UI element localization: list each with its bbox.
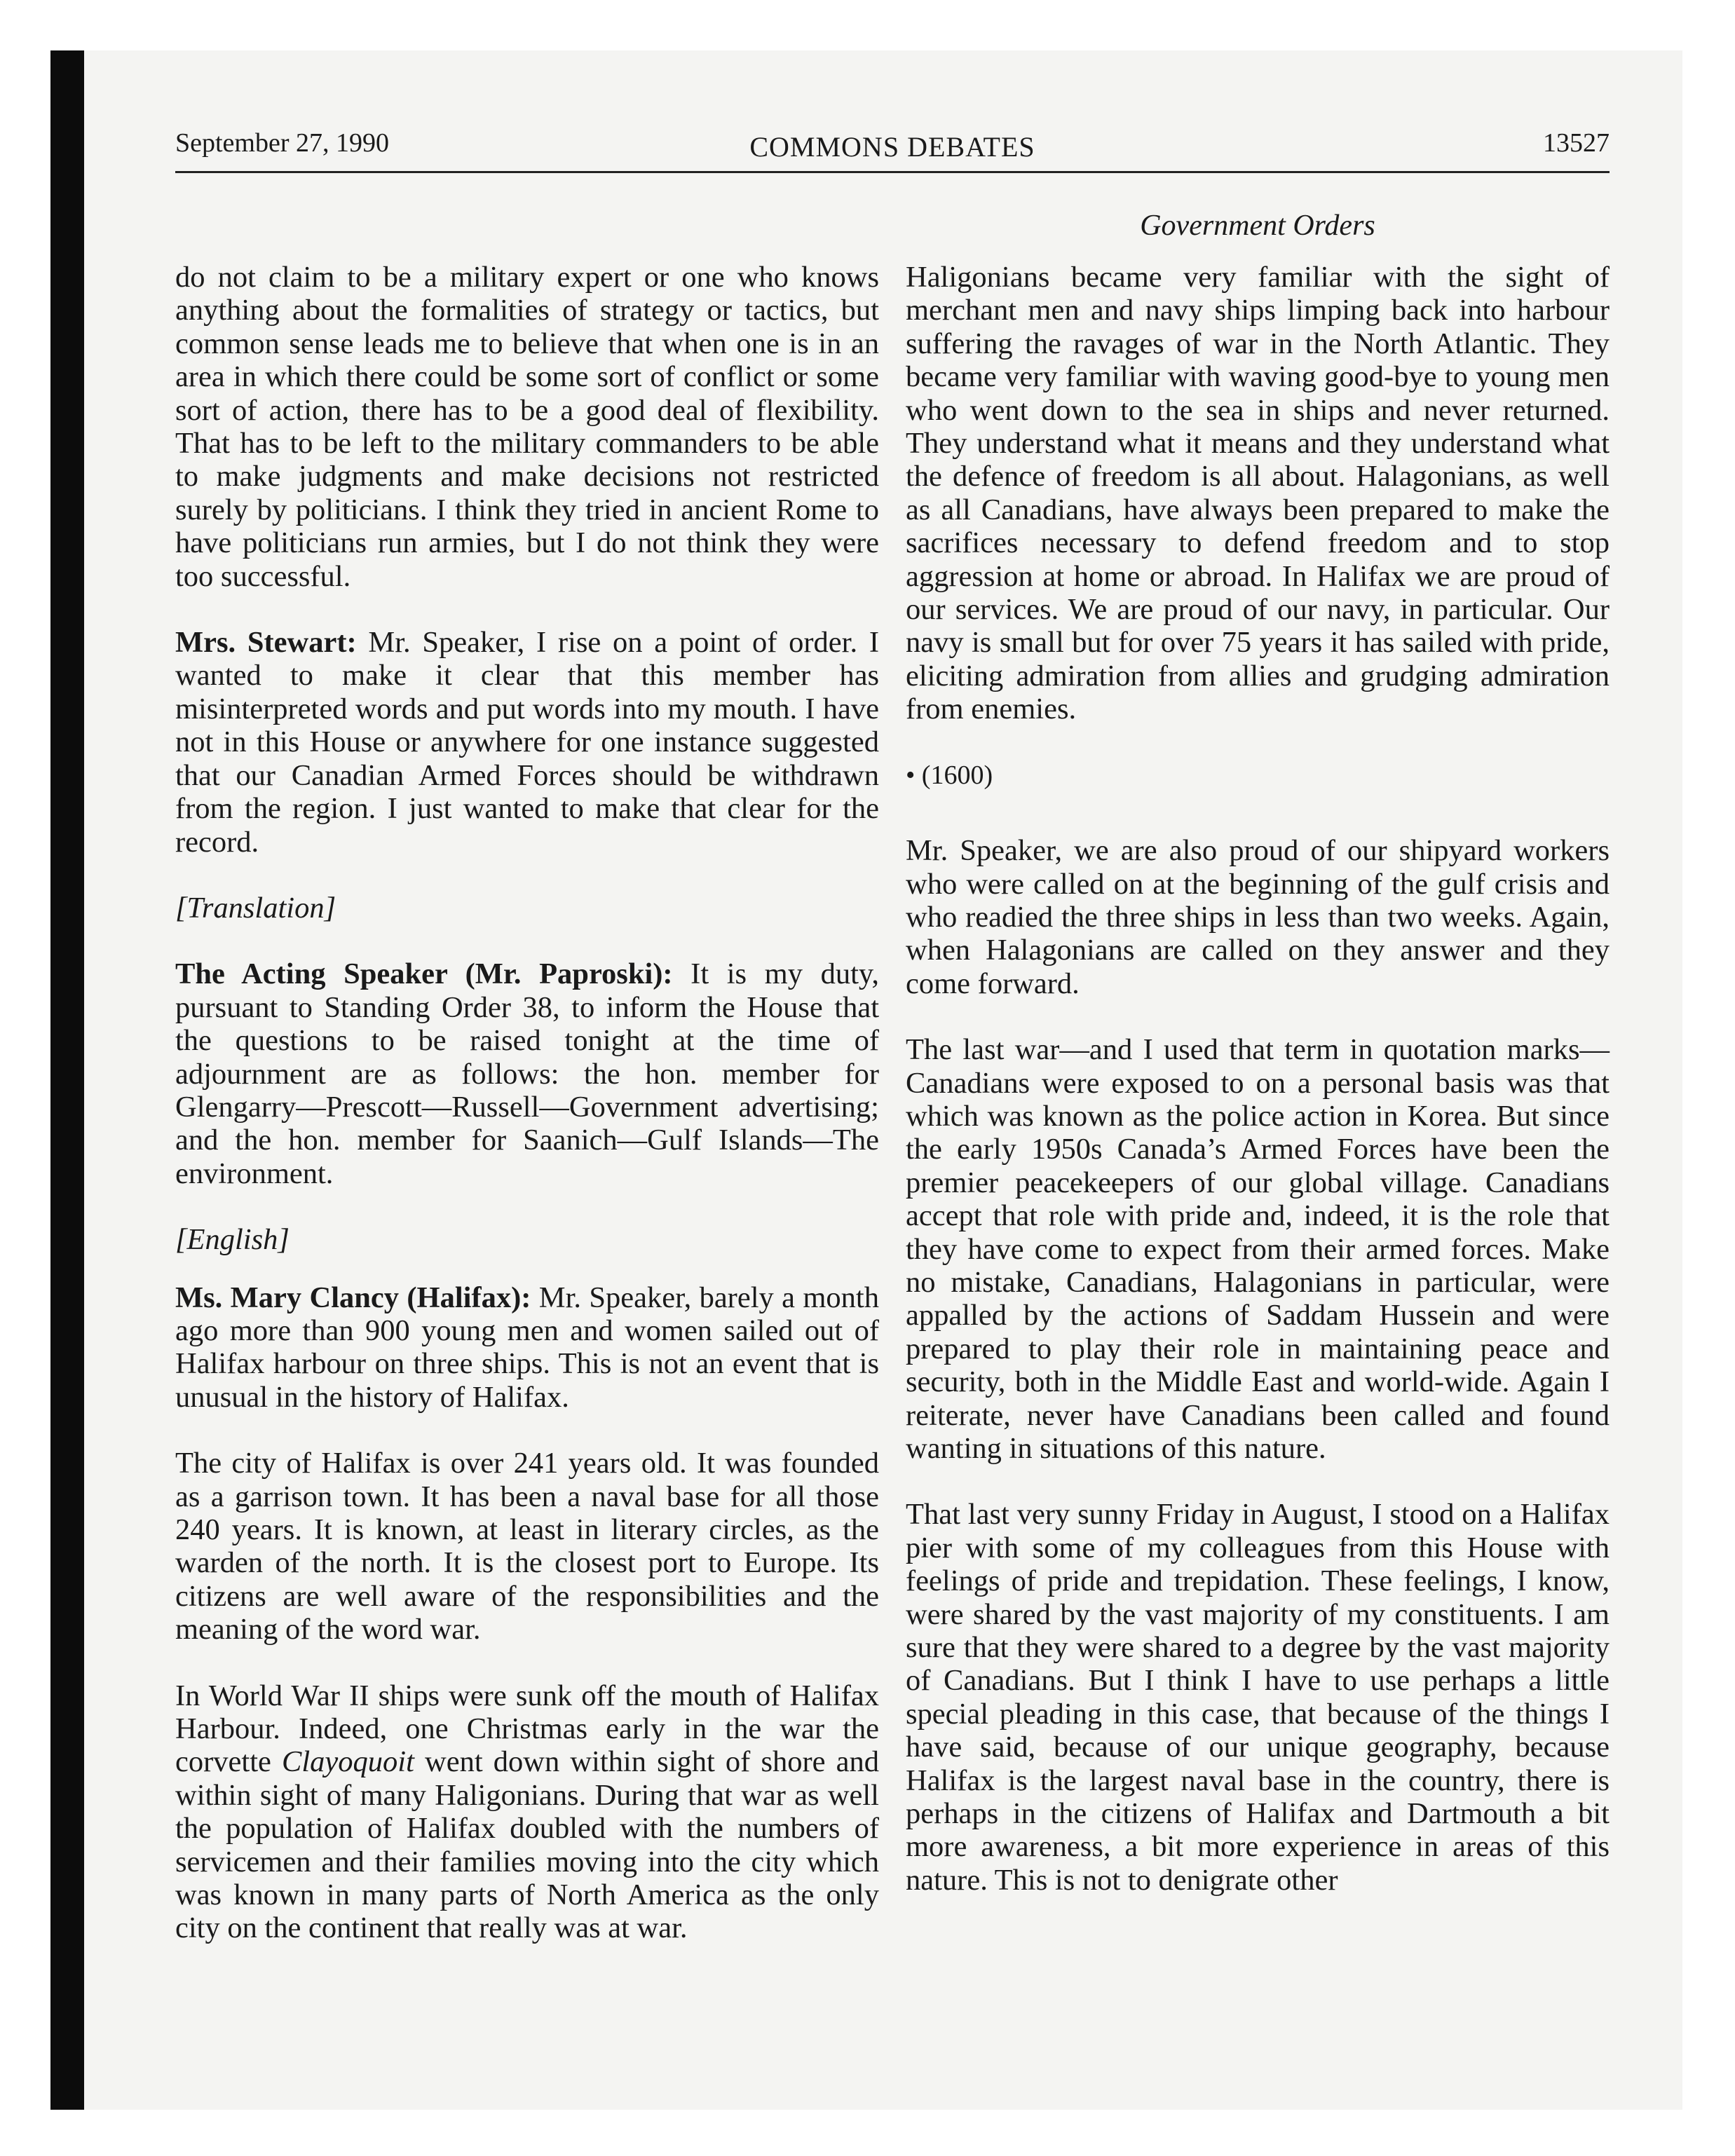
paragraph (175, 1281, 879, 1414)
time-marker: • (1600) (906, 760, 993, 790)
language-label: [Translation] (175, 891, 336, 925)
page-number: 13527 (1543, 128, 1610, 158)
running-header (175, 128, 1610, 174)
speaker-name: Ms. Mary Clancy (Halifax): (175, 1281, 531, 1314)
section-heading: Government Orders (1140, 210, 1375, 242)
ship-name: Clayoquoit (282, 1745, 414, 1779)
paragraph: do not claim to be a military expert or one who knows anything about the formalities of strategy or tactics, but common sense leads me to believe that when one is in an area in which there could be some sort of conflict or some sort of action, there has to be a good deal of flexibility. That has to be left to the military commanders to be able to make judgments and make decisions not restricted surely by politicians. I think they tried in ancient Rome to have politicians run armies, but I do not think they were too successful. (175, 261, 879, 593)
paragraph: Mr. Speaker, we are also proud of our shipyard workers who were called on at the beginning of the gulf crisis and who readied the three ships in less than two weeks. Again, when Halagonians are called on they answer and they come forward. (906, 834, 1610, 1000)
paragraph (175, 626, 879, 859)
right-column (906, 261, 1610, 1930)
scan-edge-bar (50, 50, 84, 2110)
speaker-name: Mrs. Stewart: (175, 626, 357, 660)
paragraph (175, 957, 879, 1190)
header-rule (175, 171, 1610, 173)
speech-text: In World War II ships were sunk off the mouth of Halifax Harbour. Indeed, one Christmas early in the war the corvette (175, 1679, 879, 1779)
speech-text: It is my duty, pursuant to Standing Order 38, to inform the House that the questions to be raised tonight at the time of adjournment are as follows: the hon. member for Glengarry—Prescott—Russell—Government advertising; and the hon. member for Saanich—Gulf Islands—The environment. (175, 957, 879, 1190)
speech-text: Mr. Speaker, I rise on a point of order. I wanted to make it clear that this member has misinterpreted words and put words into my mouth. I have not in this House or anywhere for one instance suggested that our Canadian Armed Forces should be withdrawn from the region. I just wanted to make that clear for the record. (175, 626, 880, 859)
paragraph (175, 1679, 879, 1945)
speech-text: Mr. Speaker, barely a month ago more than 900 young men and women sailed out of Halifax harbour on three ships. This is not an event that is unusual in the history of Halifax. (175, 1281, 879, 1414)
header-date: September 27, 1990 (175, 128, 390, 158)
paragraph: That last very sunny Friday in August, I stood on a Halifax pier with some of my colleagues from this House with feelings of pride and trepidation. These feelings, I know, were shared by the vast majority of my constituents. I am sure that they were shared to a degree by the vast majority of Canadians. But I think I have to use perhaps a little special pleading in this case, that because of the things I have said, because of our unique geography, because Halifax is the largest naval base in the country, there is perhaps in the citizens of Halifax and Dartmouth a bit more awareness, a bit more experience in areas of this nature. This is not to denigrate other (906, 1498, 1610, 1897)
header-title: COMMONS DEBATES (749, 131, 1035, 163)
speech-text: went down within sight of shore and within sight of many Haligonians. During that war as well the population of Halifax doubled with the numbers of servicemen and their families moving into the city which was known in many parts of North America as the only city on the continent that really was at war. (175, 1745, 879, 1945)
paragraph: Haligonians became very familiar with the sight of merchant men and navy ships limping back into harbour suffering the ravages of war in the North Atlantic. They became very familiar with waving good-bye to young men who went down to the sea in ships and never returned. They understand what it means and they understand what the defence of freedom is all about. Halagonians, as well as all Canadians, have always been prepared to make the sacrifices necessary to defend freedom and to stop aggression at home or abroad. In Halifax we are proud of our services. We are proud of our navy, in particular. Our navy is small but for over 75 years it has sailed with pride, eliciting admiration from allies and grudging admiration from enemies. (906, 261, 1610, 726)
paragraph: The city of Halifax is over 241 years old. It was founded as a garrison town. It has been a naval base for all those 240 years. It is known, at least in literary circles, as the warden of the north. It is the closest port to Europe. Its citizens are well aware of the responsibilities and the meaning of the word war. (175, 1447, 879, 1646)
left-column (175, 261, 879, 1978)
language-label: [English] (175, 1223, 290, 1257)
speaker-name: The Acting Speaker (Mr. Paproski): (175, 957, 673, 991)
paragraph: The last war—and I used that term in quotation marks—Canadians were exposed to on a personal basis was that which was known as the police action in Korea. But since the early 1950s Canada’s Armed Forces have been the premier peacekeepers of our global village. Canadians accept that role with pride and, indeed, it is the role that they have come to expect from their armed forces. Make no mistake, Canadians, Halagonians in particular, were appalled by the actions of Saddam Hussein and were prepared to play their role in maintaining peace and security, both in the Middle East and world-wide. Again I reiterate, never have Canadians been called and found wanting in situations of this nature. (906, 1033, 1610, 1465)
